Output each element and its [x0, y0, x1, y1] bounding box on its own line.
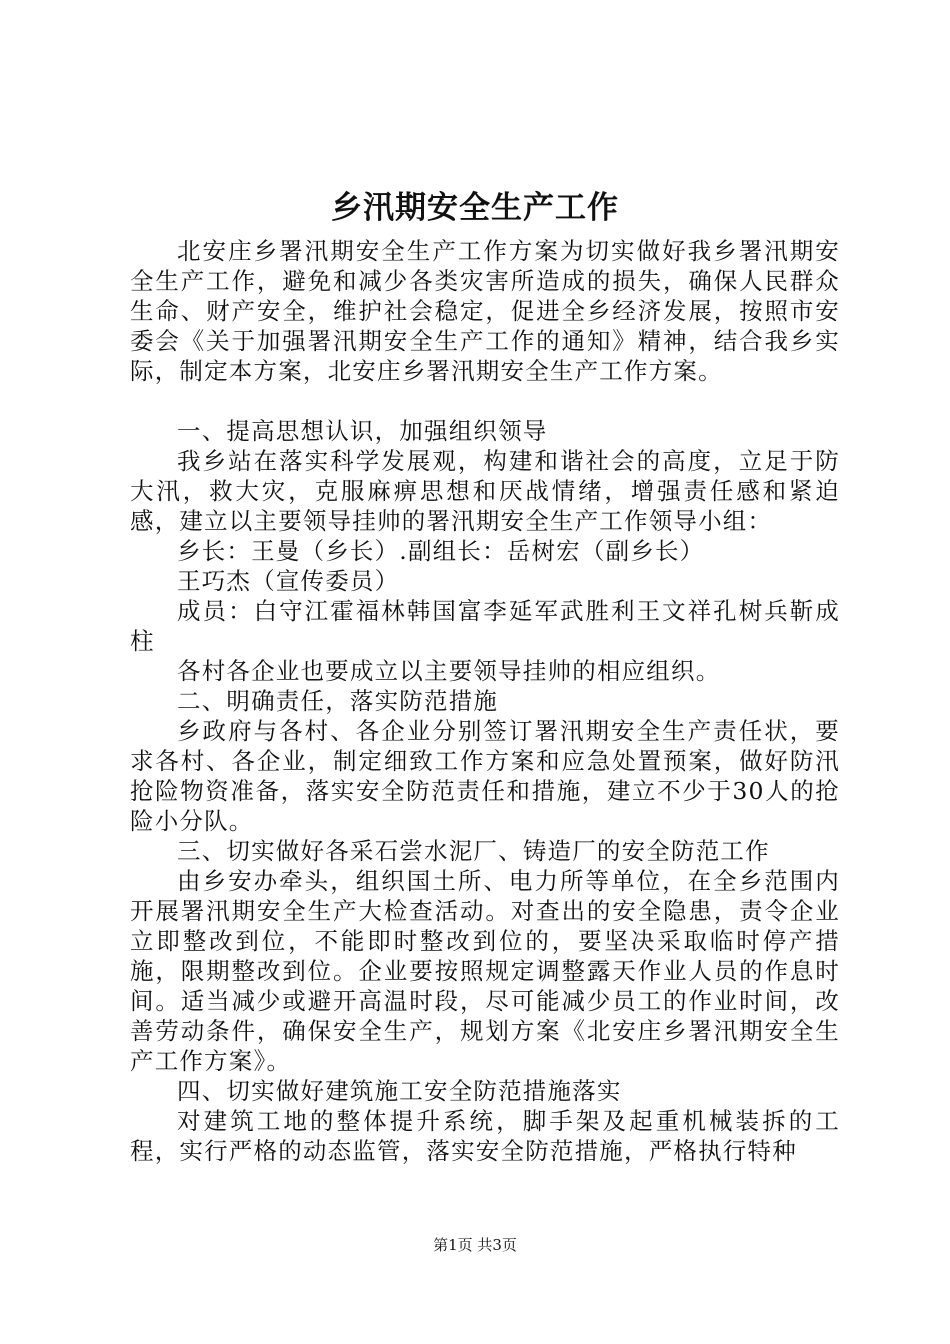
deputy-line: 王巧杰（宣传委员）	[177, 567, 400, 595]
document-body	[130, 236, 840, 1166]
section-4-paragraph: 对建筑工地的整体提升系统，脚手架及起重机械装拆的工程，实行严格的动态监管，落实安全防范措施，严格执行特种	[130, 1107, 840, 1165]
section-heading-3: 三、切实做好各采石尝水泥厂、铸造厂的安全防范工作	[177, 837, 770, 865]
members-line: 成员：白守江霍福林韩国富李延军武胜利王文祥孔树兵靳成柱	[130, 597, 840, 655]
section-2-paragraph: 乡政府与各村、各企业分别签订署汛期安全生产责任状，要求各村、各企业，制定细致工作方案和应急处置预案，做好防汛抢险物资准备，落实安全防范责任和措施，建立不少于30人的抢险小分队。	[130, 717, 840, 835]
section-1-paragraph: 我乡站在落实科学发展观，构建和谐社会的高度，立足于防大汛，救大灾，克服麻痹思想和厌战情绪，增强责任感和紧迫感，建立以主要领导挂帅的署汛期安全生产工作领导小组：	[130, 447, 840, 535]
organization-note: 各村各企业也要成立以主要领导挂帅的相应组织。	[177, 657, 721, 685]
paragraph-spacer	[130, 386, 840, 416]
leader-line: 乡长：王曼（乡长）.副组长：岳树宏（副乡长）	[177, 537, 705, 565]
section-heading-1: 一、提高思想认识，加强组织领导	[177, 417, 548, 445]
page-footer: 第1页 共3页	[433, 1236, 517, 1254]
document-title: 乡汛期安全生产工作	[331, 190, 619, 226]
section-heading-4: 四、切实做好建筑施工安全防范措施落实	[177, 1077, 622, 1105]
section-heading-2: 二、明确责任，落实防范措施	[177, 687, 499, 715]
intro-paragraph: 北安庄乡署汛期安全生产工作方案为切实做好我乡署汛期安全生产工作，避免和减少各类灾害所造成的损失，确保人民群众生命、财产安全，维护社会稳定，促进全乡经济发展，按照市安委会《关于加强署汛期安全生产工作的通知》精神，结合我乡实际，制定本方案，北安庄乡署汛期安全生产工作方案。	[130, 237, 840, 385]
section-3-paragraph: 由乡安办牵头，组织国土所、电力所等单位，在全乡范围内开展署汛期安全生产大检查活动。对查出的安全隐患，责令企业立即整改到位，不能即时整改到位的，要坚决采取临时停产措施，限期整改到位。企业要按照规定调整露天作业人员的作息时间。适当减少或避开高温时段，尽可能减少员工的作业时间，改善劳动条件，确保安全生产，规划方案《北安庄乡署汛期安全生产工作方案》。	[130, 867, 840, 1075]
